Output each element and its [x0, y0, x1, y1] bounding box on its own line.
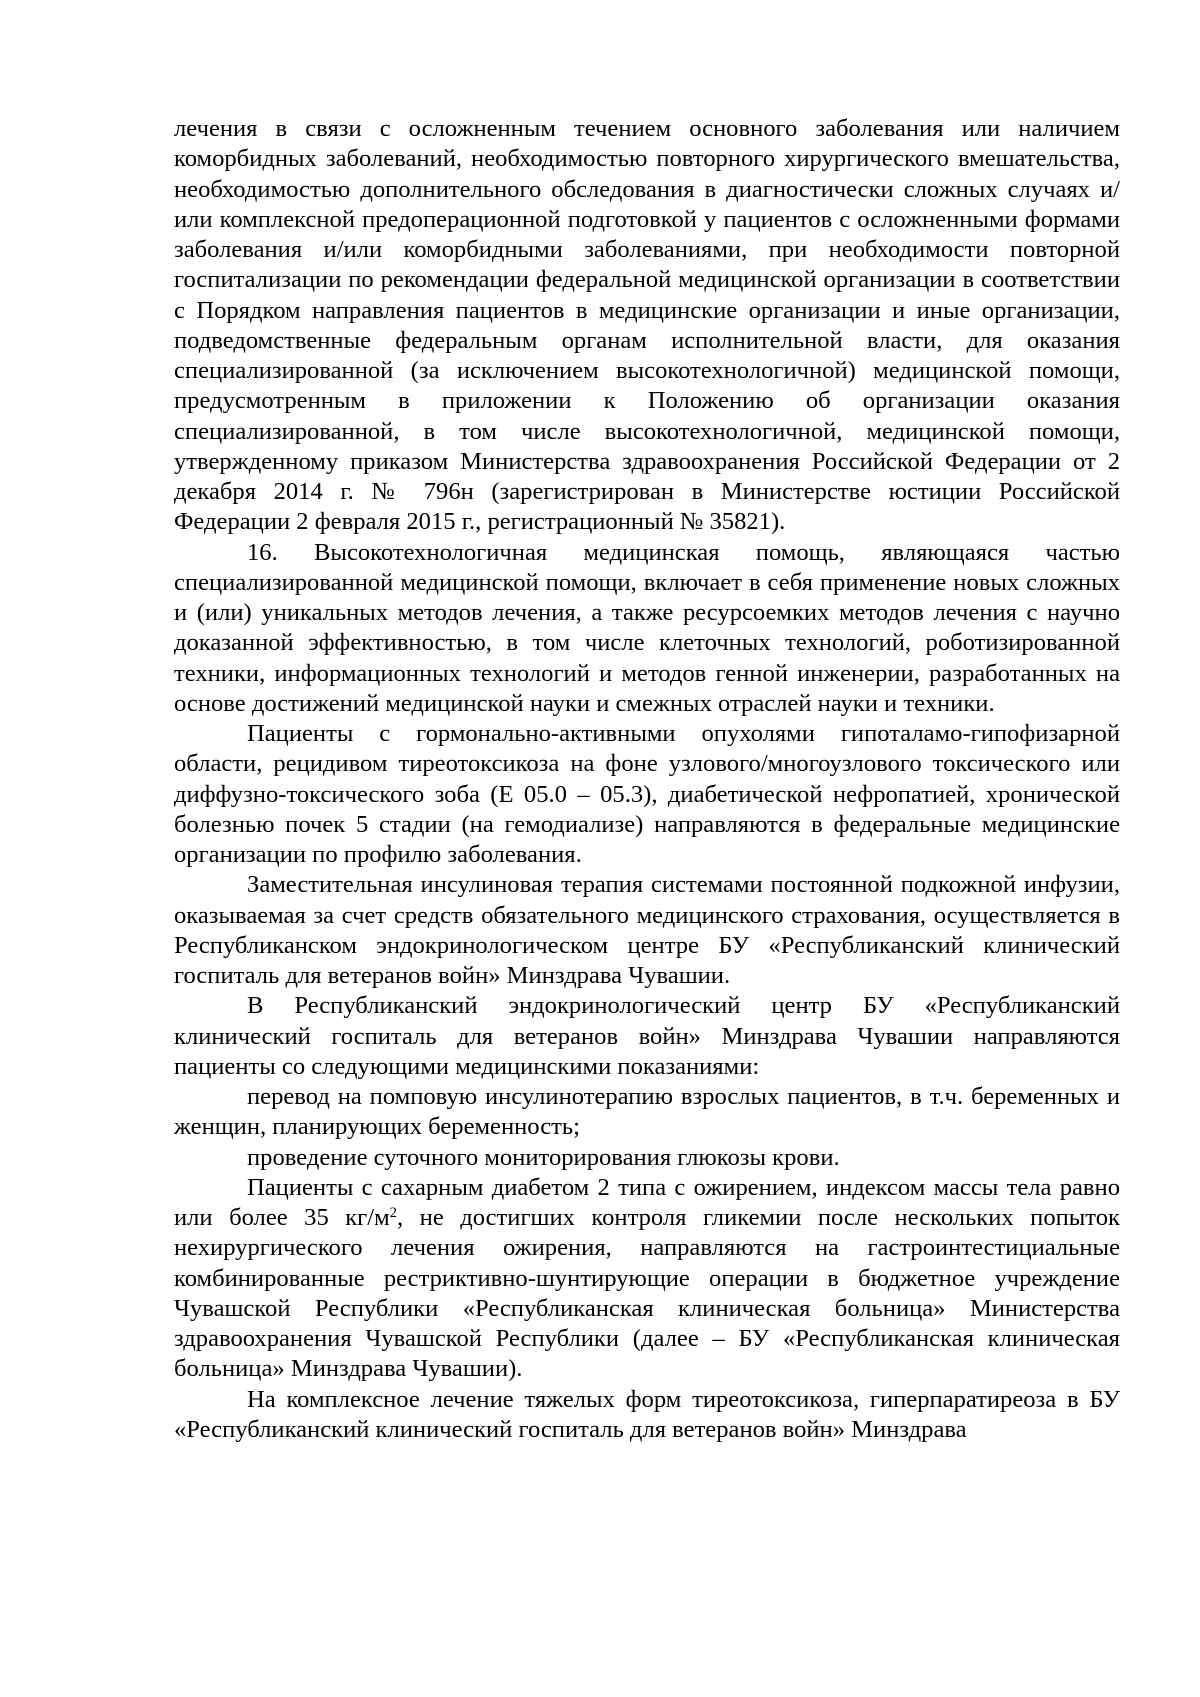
paragraph-hormonal-tumors: Пациенты с гормонально-активными опухолями гипоталамо-гипофизарной области, рецидивом тиреотоксикоза на фоне узлового/многоузлового токсического или диффузно-токсического зоба (Е 05.0 – 05.3), диабетической нефропатией, хронической болезнью почек 5 стадии (на гемодиализе) направляются в федеральные медицинские организации по профилю заболевания. — [174, 720, 1120, 868]
paragraph-glucose-monitoring: проведение суточного мониторирования глюкозы крови. — [247, 1143, 840, 1171]
paragraph-endocrine-center: В Республиканский эндокринологический центр БУ «Республиканский клинический госпиталь для ветеранов войн» Минздрава Чувашии направляются пациенты со следующими медицинскими показаниями: — [174, 992, 1120, 1080]
paragraph-insulin-therapy: Заместительная инсулиновая терапия системами постоянной подкожной инфузии, оказываемая за счет средств обязательного медицинского страхования, осуществляется в Республиканском эндокринологическом центре БУ «Республиканский клинический госпиталь для ветеранов войн» Минздрава Чувашии. — [174, 871, 1120, 989]
superscript-two: 2 — [389, 1204, 398, 1221]
paragraph-16-high-tech-care: 16. Высокотехнологичная медицинская помощь, являющаяся частью специализированной медицинской помощи, включает в себя применение новых сложных и (или) уникальных методов лечения, а также ресурсоемких методов лечения с научно доказанной эффективностью, в том числе клеточных технологий, роботизированной техники, информационных технологий и методов генной инженерии, разработанных на основе достижений медицинской науки и смежных отраслей науки и техники. — [174, 538, 1120, 717]
paragraph-continuation: лечения в связи с осложненным течением основного заболевания или наличием коморбидных заболеваний, необходимостью повторного хирургического вмешательства, необходимостью дополнительного обследования в диагностически сложных случаях и/или комплексной предоперационной подготовкой у пациентов с осложненными формами заболевания и/или коморбидными заболеваниями, при необходимости повторной госпитализации по рекомендации федеральной медицинской организации в соответствии с Порядком направления пациентов в медицинские организации и иные организации, подведомственные федеральным органам исполнительной власти, для оказания специализированной (за исключением высокотехнологичной) медицинской помощи, предусмотренным в приложении к Положению об организации оказания специализированной, в том числе высокотехнологичной, медицинской помощи, утвержденному приказом Министерства здравоохранения Российской Федерации от 2 декабря 2014 г. № 796н (зарегистрирован в Министерстве юстиции Российской Федерации 2 февраля 2015 г., регистрационный № 35821). — [174, 115, 1120, 536]
paragraph-diabetes-text-after: , не достигших контроля гликемии после нескольких попыток нехирургического лечения ожирения, направляются на гастроинтестициальные комбинированные рестриктивно-шунтирующие операции в бюджетное учреждение Чувашской Республики «Республиканская клиническая больница» Министерства здравоохранения Чувашской Республики (далее – БУ «Республиканская клиническая больница» Минздрава Чувашии). — [174, 1204, 1120, 1383]
paragraph-diabetes-text-before: Пациенты с сахарным диабетом 2 типа с ожирением, индексом массы тела равно или более 35 кг/м — [174, 1173, 1120, 1231]
paragraph-diabetes-obesity — [174, 1173, 1120, 1385]
paragraph-thyrotoxicosis: На комплексное лечение тяжелых форм тиреотоксикоза, гиперпаратиреоза в БУ «Республиканский клинический госпиталь для ветеранов войн» Минздрава — [174, 1385, 1120, 1443]
paragraph-pump-therapy: перевод на помповую инсулинотерапию взрослых пациентов, в т.ч. беременных и женщин, планирующих беременность; — [174, 1083, 1120, 1141]
document-body — [174, 114, 1120, 1445]
